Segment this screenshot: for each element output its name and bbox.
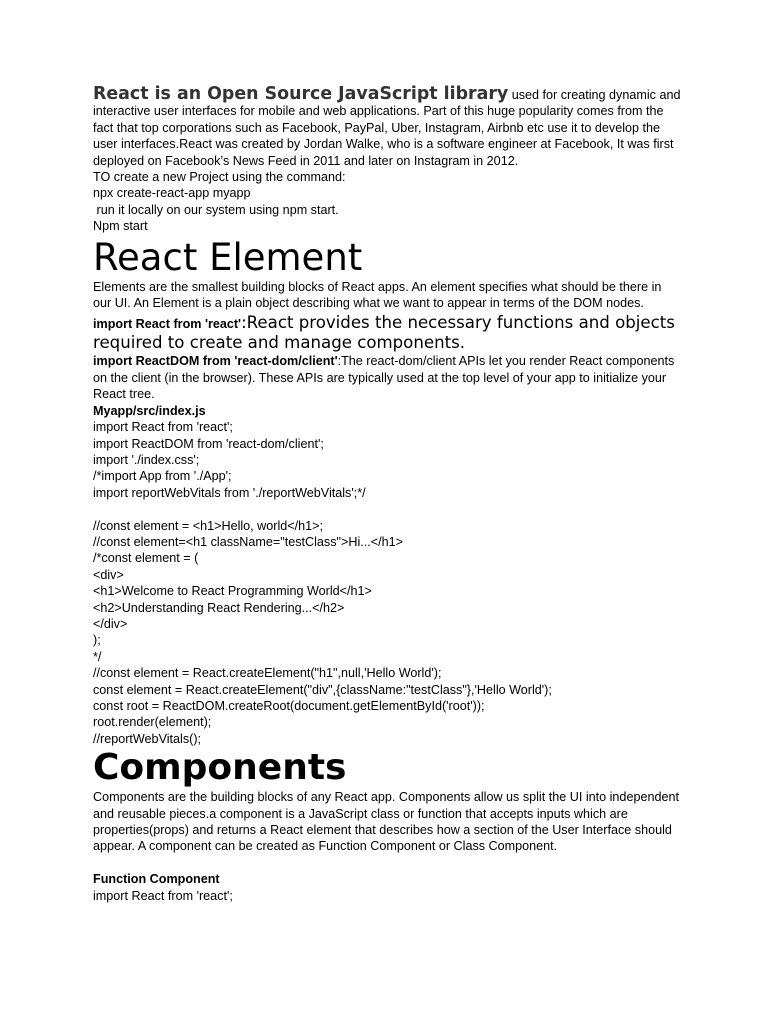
intro-line: run it locally on our system using npm start.	[93, 202, 339, 217]
code-line: const root = ReactDOM.createRoot(document.getElementById('root'));	[93, 698, 485, 713]
react-element-paragraph: Elements are the smallest building blocks of React apps. An element specifies what should be there in our UI. An Element is a plain object describing what we want to appear in terms of the DOM nodes.	[93, 279, 662, 311]
code-line: import ReactDOM from 'react-dom/client';	[93, 436, 324, 451]
intro-line: TO create a new Project using the command:	[93, 170, 346, 185]
code-line: import React from 'react';	[93, 888, 233, 903]
code-line: /*import App from './App';	[93, 469, 232, 484]
code-line: /*const element = (	[93, 551, 199, 566]
intro-line: npx create-react-app myapp	[93, 186, 251, 201]
code-line: import reportWebVitals from './reportWebVitals';*/	[93, 485, 366, 500]
code-line: //const element = <h1>Hello, world</h1>;	[93, 518, 323, 533]
code-line: */	[93, 649, 102, 664]
import-react-text: :React provides the necessary functions and objects required to create and manage components.	[93, 313, 675, 353]
blank-line	[93, 501, 683, 517]
import-dom-label: import ReactDOM from 'react-dom/client'	[93, 354, 338, 369]
function-component-label: Function Component	[93, 872, 220, 887]
document-page	[93, 86, 683, 904]
code-line: <h1>Welcome to React Programming World</h1>	[93, 584, 372, 599]
import-react-paragraph	[93, 313, 683, 353]
code-line: //const element = React.createElement("h1",null,'Hello World');	[93, 666, 442, 681]
import-dom-text: :The react-dom/client APIs let you render React components on the client (in the browser). These APIs are typically used at the top level of your app to initialize your React tree.	[93, 354, 675, 402]
code-line: <div>	[93, 567, 124, 582]
components-heading: Components	[93, 747, 347, 789]
intro-lead: React is an Open Source JavaScript library	[93, 84, 509, 104]
code-line: <h2>Understanding React Rendering...</h2>	[93, 600, 345, 615]
blank-line	[93, 855, 683, 871]
react-element-heading: React Element	[93, 235, 363, 279]
code-line: import React from 'react';	[93, 420, 233, 435]
components-paragraph: Components are the building blocks of any React app. Components allow us split the UI into independent and reusable pieces.a component is a JavaScript class or function that accepts inputs which are properties(props) and returns a React element that describes how a section of the User Interface should appear. A component can be created as Function Component or Class Component.	[93, 790, 679, 854]
code-line: import './index.css';	[93, 452, 200, 467]
import-dom-paragraph	[93, 353, 683, 402]
code-line: //reportWebVitals();	[93, 731, 202, 746]
intro-line: Npm start	[93, 219, 148, 234]
import-react-label: import React from 'react'	[93, 317, 242, 332]
code-block-render	[93, 518, 683, 748]
intro-paragraph	[93, 86, 683, 169]
code-line: );	[93, 633, 101, 648]
code-line: root.render(element);	[93, 715, 212, 730]
code-line: //const element=<h1 className="testClass">Hi...</h1>	[93, 534, 403, 549]
code-block-imports	[93, 419, 683, 501]
file-label: Myapp/src/index.js	[93, 403, 206, 418]
code-line: </div>	[93, 616, 128, 631]
intro-text: used for creating dynamic and interactive user interfaces for mobile and web applications. Part of this huge popularity comes from the fact that top corporations such as Facebook, PayPal, Uber, Instagram, Airbnb etc use it to develop the user interfaces.React was created by Jordan Walke, who is a software engineer at Facebook, It was first deployed on Facebook’s News Feed in 2011 and later on Instagram in 2012.	[93, 88, 681, 168]
code-line: const element = React.createElement("div",{className:"testClass"},'Hello World');	[93, 682, 552, 697]
